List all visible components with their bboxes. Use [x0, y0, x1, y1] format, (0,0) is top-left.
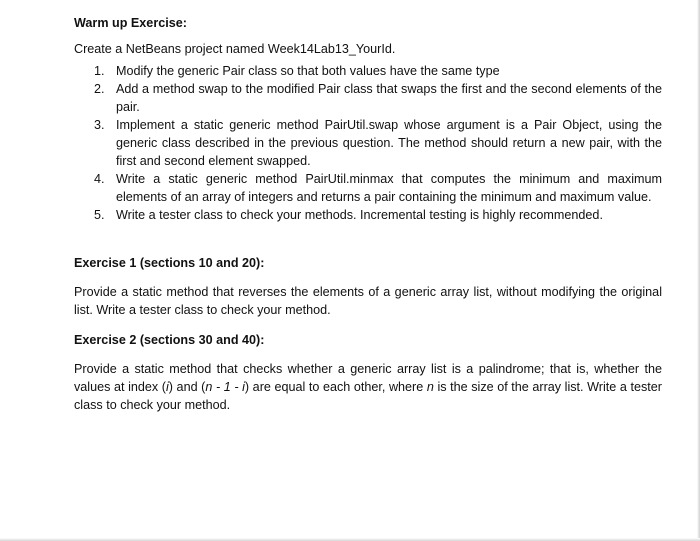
warmup-task [74, 62, 662, 80]
warmup-task [74, 170, 662, 206]
task-number: 5. [94, 208, 105, 222]
warmup-title: Warm up Exercise: [74, 16, 187, 30]
task-text: Write a static generic method PairUtil.minmax that computes the minimum and maximum elements of an array of integers and returns a pair containing the minimum and maximum value. [116, 172, 662, 204]
size-n: n [426, 380, 434, 394]
index-n-1-i: n - 1 - i [205, 380, 245, 394]
exercise2-text: ) are equal to each other, where [244, 380, 427, 394]
exercise2-text: Provide a static method that checks whether a generic array list is a palindrome; that is, whether the values at index ( [74, 362, 662, 394]
task-text: Implement a static generic method PairUtil.swap whose argument is a Pair Object, using the generic class described in the previous question. The method should return a new pair, with the first and second element swapped. [116, 118, 662, 168]
warmup-task [74, 80, 662, 116]
exercise1-body: Provide a static method that reverses the elements of a generic array list, without modifying the original list. Write a tester class to check your method. [74, 285, 662, 317]
task-number: 3. [94, 118, 105, 132]
index-i: i [165, 380, 169, 394]
task-text: Modify the generic Pair class so that both values have the same type [116, 64, 500, 78]
task-text: Add a method swap to the modified Pair class that swaps the first and the second elements of the pair. [116, 82, 662, 114]
task-number: 2. [94, 82, 105, 96]
task-number: 1. [94, 64, 105, 78]
exercise2-text: ) and ( [168, 380, 206, 394]
warmup-task [74, 206, 662, 224]
exercise1-title: Exercise 1 (sections 10 and 20): [74, 256, 265, 270]
warmup-task-list [74, 62, 662, 224]
exercise2-body [74, 360, 662, 414]
warmup-intro: Create a NetBeans project named Week14Lab13_YourId. [74, 42, 396, 56]
exercise2-text: is the size of the array list. Write a tester class to check your method. [74, 380, 662, 412]
exercise2-title: Exercise 2 (sections 30 and 40): [74, 333, 265, 347]
document-content [74, 14, 662, 414]
warmup-task [74, 116, 662, 170]
task-number: 4. [94, 172, 105, 186]
task-text: Write a tester class to check your methods. Incremental testing is highly recommended. [116, 208, 603, 222]
